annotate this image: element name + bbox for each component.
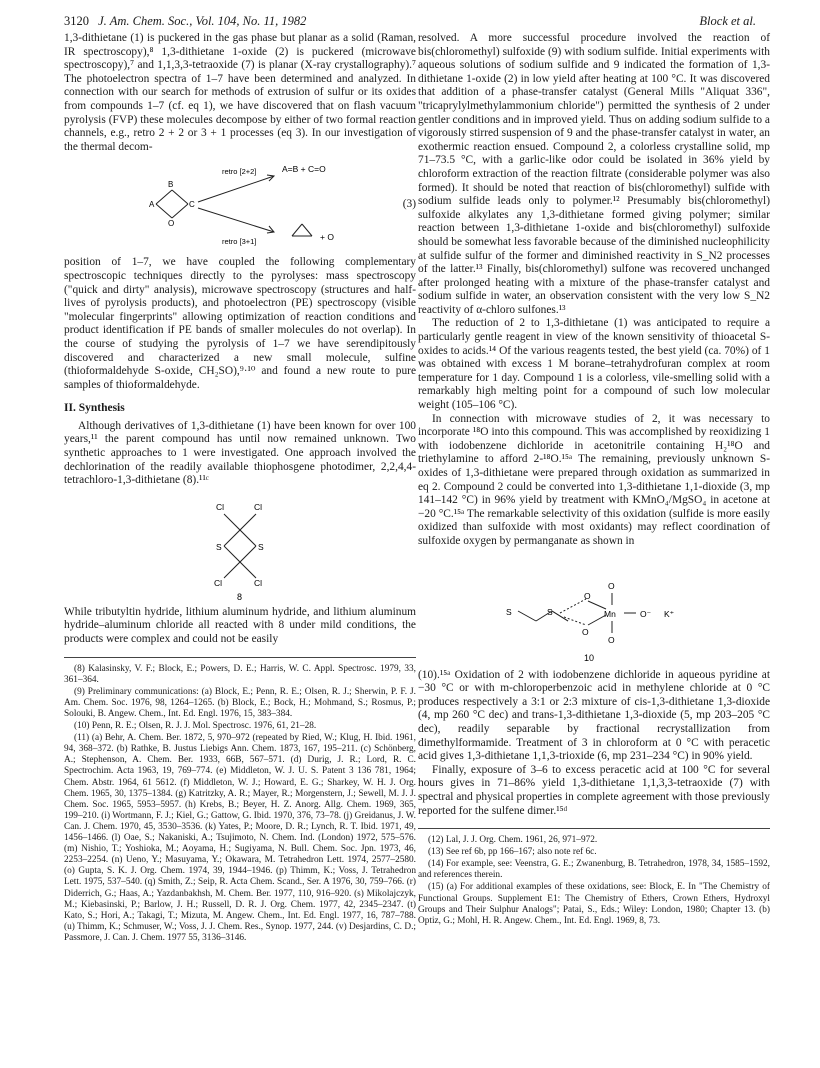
paragraph: 1,3-dithietane (1) is puckered in the gas phase but planar as a solid (Raman, IR spectroscopy),⁸ 1,3-dithietane 1-oxide (2) is puckered (microwave spectroscopy),⁷ and 1,1,3,3-tetraoxide (7) is planar (X-ray crystallography).⁷ The photoelectron spectra of 1–7 have been determined and analyzed. In connection with our search for methods of extrusion of sulfur or its oxides from compounds 1–7 (cf. eq 1), we have discovered that on flash vacuum pyrolysis (FVP) these molecules decompose by either of two formal reaction channels, e.g., retro 2 + 2 or 3 + 1 processes (eq 3). In our investigation of the thermal decom- — [64, 32, 416, 153]
paragraph: The reduction of 2 to 1,3-dithietane (1) was anticipated to require a particularly gentle reagent in view of the known sensitivity of thioacetal S-oxides to acids.¹⁴ Of the various reagents tested, the best yield (ca. 70%) of 1 was obtained with excess 1 M borane–tetrahydrofuran complex at room temperature for 1 day. Compound 1 is a colorless, vile-smelling solid with a remarkably high melting point for a compound of such low molecular weight (105–106 °C). — [418, 317, 770, 412]
reaction-scheme-diagram — [64, 158, 416, 250]
o-label: O — [584, 590, 591, 601]
footnote: (8) Kalasinsky, V. F.; Block, E.; Powers, D. E.; Harris, W. C. Appl. Spectrosc. 1979, 33, 361–364. — [64, 663, 416, 685]
running-header-left — [64, 14, 306, 29]
cl-label: Cl — [214, 577, 223, 588]
footnote: (9) Preliminary communications: (a) Block, E.; Penn, R. E.; Olsen, R. J.; Sherwin, P. F. J. Am. Chem. Soc. 1976, 98, 1264–1265. (b) Block, E.; Bock, H.; Mohmand, S.; Rosmus, P.; Solouki, B. Angew. Chem., Int. Ed. Engl. 1976, 15, 383–384. — [64, 686, 416, 719]
right-column — [418, 32, 770, 928]
journal-citation: J. Am. Chem. Soc., Vol. 104, No. 11, 1982 — [98, 14, 307, 28]
footnote: (13) See ref 6b, pp 166–167; also note ref 6c. — [428, 847, 597, 858]
mn-label: Mn — [604, 608, 616, 619]
k-plus-label: K⁺ — [664, 608, 675, 619]
compound-label-8: 8 — [237, 591, 243, 602]
s-label: S — [216, 541, 222, 552]
retro-2-2-label: retro [2+2] — [222, 167, 257, 177]
o-label: O — [608, 580, 615, 591]
structure-8-drawing — [64, 494, 416, 602]
ring-reactant — [156, 190, 188, 218]
footnotes-right — [418, 835, 770, 927]
compound-label-10: 10 — [584, 652, 595, 663]
paragraph: Finally, exposure of 3–6 to excess peracetic acid at 100 °C for several hours gives in 71–86% yield 1,3-dithietane 1,1,3,3-tetraoxide (7) with spectral and physical properties in complete agreement with those previously reported for the sulfene dimer.¹⁵ᵈ — [418, 763, 770, 817]
footnote-rule — [64, 657, 416, 658]
equation-3 — [64, 158, 416, 250]
three-ring-product — [292, 224, 312, 236]
equation-number: (3) — [402, 198, 416, 211]
structure-10-drawing — [418, 555, 770, 665]
o-minus-label: O⁻ — [640, 608, 652, 619]
s-label: S — [547, 606, 553, 617]
retro-3-1-label: retro [3+1] — [222, 237, 257, 247]
paragraph: position of 1–7, we have coupled the following complementary spectroscopic techniques directly to the pyrolyses: mass spectroscopy ("quick and dirty" analysis), microwave spectroscopy (structures and half-lives of pyrolysis products), and photoelectron (PE) spectroscopy (visible "molecular fingerprints" allowing optimization of reaction conditions and product identification if PE bands of smaller molecules do not overlap). In the course of studying the pyrolysis of 1–7 we have serendipitously discovered and characterized a new small molecule, sulfine (thioformaldehyde S-oxide, CH₂SO),⁹·¹⁰ and found a new route to pure samples of thioformaldehyde. — [64, 256, 416, 391]
structure-8 — [64, 494, 416, 602]
bottom-plus-o: + O — [320, 232, 334, 243]
o-label: O — [608, 634, 615, 645]
o-label: O — [582, 626, 589, 637]
s-label: S — [506, 606, 512, 617]
footnote: (15) (a) For additional examples of these oxidations, see: Block, E. In "The Chemistry of Functional Groups. Supplement E1: The Chemistry of Ethers, Crown Ethers, Hydroxyl Groups and Their Sulphur Analogs"; Patai, S., Eds.; Wiley: London, 1980; Chapter 13. (b) Optiz, G.; Mohl, H. R. Angew. Chem., Int. Ed. Engl. 1969, 8, 73. — [418, 882, 770, 926]
footnote-rule — [418, 828, 770, 829]
cl-label: Cl — [216, 501, 225, 512]
paragraph: In connection with microwave studies of 2, it was necessary to incorporate ¹⁸O into this compound. This was accomplished by reoxidizing 1 with iodobenzene dichloride in acetonitrile containing H₂¹⁸O and triethylamine to afford 2-¹⁸O.¹⁵ᵃ The remaining, previously unknown S-oxides of 1,3-dithietane were prepared through oxidation as summarized in eq 2. Compound 2 could be converted into 1,3-dithietane 1,1-dioxide (3, mp 141–142 °C) in 96% yield by treatment with KMnO₄/MgSO₄ in acetone at −20 °C.¹⁵ᵃ The remarkable selectivity of this oxidation (sulfide is more easily oxidized than sulfoxide with most oxidants) may reflect coordination of sulfoxide oxygen by permanganate as shown in — [418, 412, 770, 547]
cl-label: Cl — [254, 501, 263, 512]
paragraph: (10).¹⁵ᵃ Oxidation of 2 with iodobenzene dichloride in aqueous pyridine at −30 °C or with m-chloroperbenzoic acid in methylene chloride at 0 °C produces respectively a 3:1 or 2:3 mixture of cis-1,3-dithietane 1,3-dioxide (4, mp 260 °C dec) and trans-1,3-dithietane 1,3-dioxide (5, mp 203–205 °C dec), readily separable by fractional recrystallization from dimethylformamide. Treatment of 3 in chloroform at 0 °C with peracetic acid gives 1,3-dithietane 1,1,3-trioxide (6, mp 231–234 °C) in 90% yield. — [418, 668, 770, 763]
paragraph: Although derivatives of 1,3-dithietane (1) have been known for over 100 years,¹¹ the parent compound has until now remained unknown. Two synthetic approaches to 1 were investigated. One approach involved the dechlorination of the readily available thiophosgene photodimer, 2,2,4,4-tetrachloro-1,3-dithietane (8).¹¹ᶜ — [64, 419, 416, 487]
atom-a-label: A — [149, 200, 155, 210]
reaction-arrows — [198, 175, 274, 233]
s-label: S — [258, 541, 264, 552]
top-products: A=B + C=O — [282, 164, 326, 175]
footnote: (11) (a) Behr, A. Chem. Ber. 1872, 5, 970–972 (repeated by Ried, W.; Klug, H. Ibid. 1961, 94, 368–372. (b) Rathke, B. Justus Liebigs Ann. Chem. 1873, 167, 195–211. (c) Schönberg, A.; Stephenson, A. Chem. Ber. 1933, 66B, 567–571. (d) Durig, J. R.; Lord, R. C. Spectrochim. Acta 1963, 19, 769–774. (e) Middleton, W. J. U. S. Patent 3 136 781, 1964; Chem. Abstr. 1964, 61 5612. (f) Middleton, W. J.; Howard, E. G.; Sharkey, W. H. J. Org. Chem. 1965, 30, 1375–1384. (g) Katritzky, A. R.; Mayer, R.; Morgenstern, J.; Sewell, M. J. J. Chem. Soc. 1965, 5953–5957. (h) Krebs, B.; Beyer, H. Z. Anorg. Allg. Chem. 1969, 365, 199–210. (i) Wortmann, F. J.; Kiel, G.; Gattow, G. Ibid. 1970, 376, 73–78. (j) Greidanus, J. W. Can. J. Chem. 1970, 45, 3530–3536. (k) Yates, P.; Moore, D. R.; Lynch, R. T. Ibid. 1971, 49, 1456–1466. (l) Oae, S.; Nakaniski, A.; Tsujimoto, N. Chem. Ind. (London) 1972, 575–576. (m) Nishio, T.; Yoshioka, M.; Aoyama, H.; Sugiyama, N. Bull. Chem. Soc. Jpn. 1973, 46, 2253–2254. (n) Ueno, Y.; Masuyama, Y.; Okawara, M. Tetrahedron Lett. 1974, 2577–2580. (o) Gupta, S. K. J. Org. Chem. 1974, 39, 1944–1946. (p) Thimm, K.; Voss, J. Tetrahedron Lett. 1975, 537–540. (q) Smith, Z.; Seip, R. Acta Chem. Scand., Ser. A 1976, 30, 759–766. (r) Diderrich, G.; Haas, A.; Yazdanbakhsh, M. Chem. Ber. 1977, 110, 916–920. (s) Mikolajczyk, M.; Kiebasinski, P.; Barlow, J. H.; Russell, D. R. J. Org. Chem. 1977, 42, 2345–2347. (t) Kato, S.; Hori, A.; Takagi, T.; Mizuta, M. Angew. Chem., Int. Ed. Engl. 1977, 16, 787–788. (u) Thimm, K.; Schmuser, W.; Voss, J. J. Chem. Res., Synop. 1977, 244. (v) Desjardins, C. D.; Passmore, J. Can. J. Chem. 1977 55, 3136–3146. — [64, 733, 416, 943]
section-heading: II. Synthesis — [64, 402, 125, 415]
structure-10 — [418, 555, 770, 665]
page-number: 3120 — [64, 14, 89, 28]
footnotes-left — [64, 664, 416, 944]
paragraph: While tributyltin hydride, lithium aluminum hydride, and lithium aluminum hydride–aluminum chloride all reacted with 8 under mild conditions, the products were complex and could not be easily — [64, 605, 416, 646]
footnote: (10) Penn, R. E.; Olsen, R. J. J. Mol. Spectrosc. 1976, 61, 21–28. — [74, 721, 317, 732]
atom-c-label: C — [189, 200, 195, 210]
left-column — [64, 32, 416, 945]
footnote: (14) For example, see: Veenstra, G. E.; Zwanenburg, B. Tetrahedron, 1978, 34, 1585–1592, and references therein. — [418, 859, 770, 881]
paragraph: resolved. A more successful procedure involved the reaction of bis(chloromethyl) sulfoxide (9) with sodium sulfide. Initial experiments with aqueous solutions of sodium sulfide and 9 indicated the formation of 1,3-dithietane 1-oxide (2) in low yield after heating at 100 °C. It was discovered that addition of a phase-transfer catalyst (General Mills "Aliquat 336", "tricaprylylmethylammonium chloride") permitted the synthesis of 2 under gentler conditions and in improved yield. Thus on adding sodium sulfide to a vigorously stirred suspension of 9 and the phase-transfer catalyst in water, an exothermic reaction ensued. Compound 2, a colorless crystalline solid, mp 71–73.5 °C, with a garlic-like odor could be isolated in 36% yield by chloroform extraction of the reaction filtrate (considerable polymer was also formed). It should be noted that reaction of bis(chloromethyl) sulfide with sodium sulfide leads only to polymer.¹² Presumably bis(chloromethyl) sulfoxide alkylates any 1,3-dithietane formed giving polymer; similar reaction between 1,3-dithietane 1-oxide and bis(chloromethyl) sulfoxide should be somewhat less favorable because of the diminished nucleophilicity at sulfide sulfur of the former and diminished reactivity in S_N2 processes of the latter.¹³ Finally, bis(chloromethyl) sulfone was recovered unchanged after prolonged heating with a mixture of the phase-transfer catalyst and sodium sulfide in water, an observation consistent with the very low S_N2 reactivity of α-chloro sulfones.¹³ — [418, 32, 770, 316]
footnote: (12) Lal, J. J. Org. Chem. 1961, 26, 971–972. — [428, 835, 598, 846]
atom-b-label: B — [168, 180, 174, 190]
atom-o-label: O — [168, 219, 175, 229]
running-header-authors: Block et al. — [699, 14, 756, 28]
cl-label: Cl — [254, 577, 263, 588]
